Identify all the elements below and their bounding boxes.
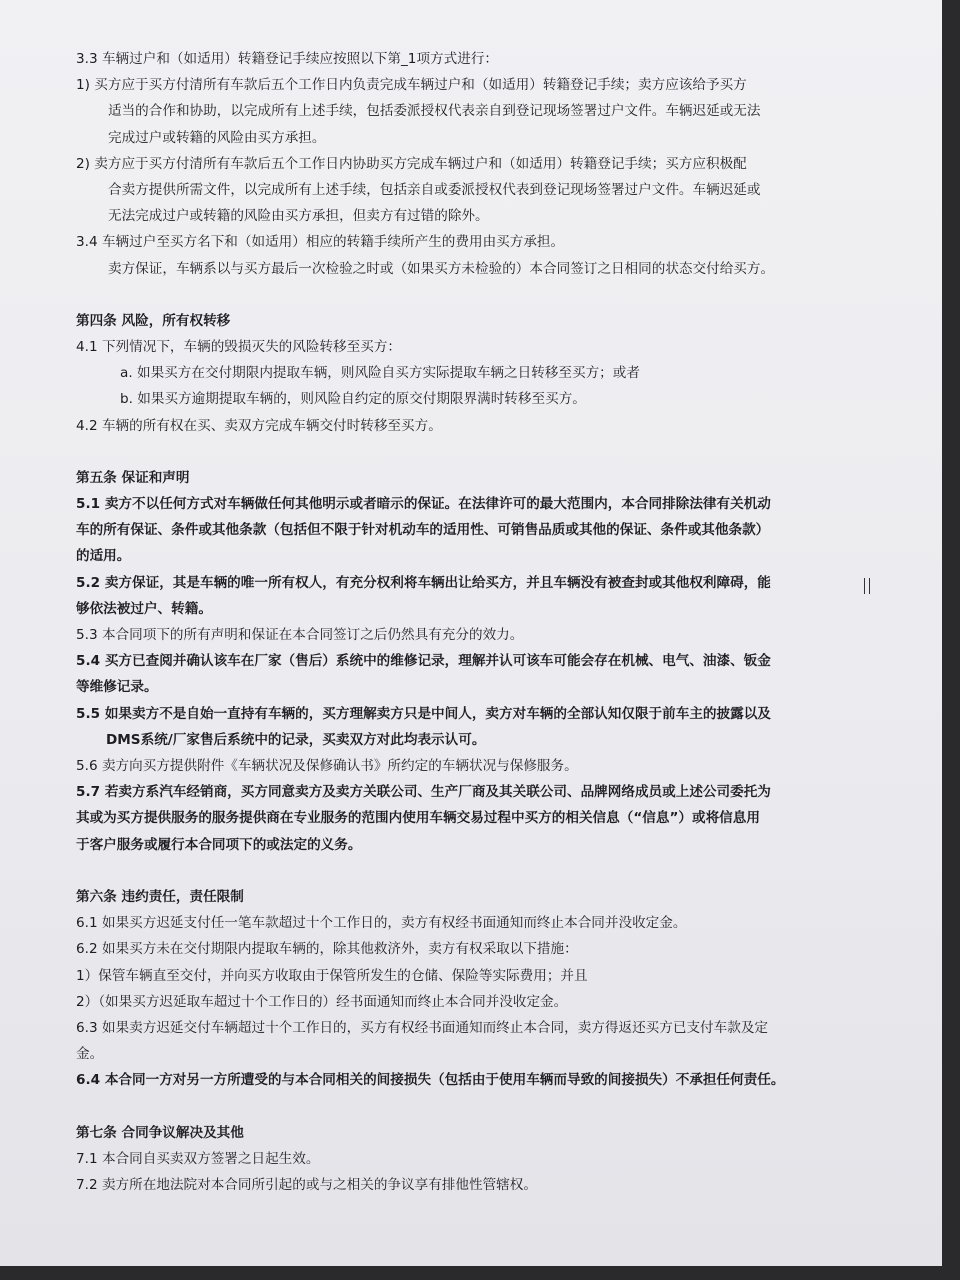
article-4-heading: 第四条 风险，所有权转移 (76, 312, 231, 329)
clause-6-4: 6.4 本合同一方对另一方所遭受的与本合同相关的间接损失（包括由于使用车辆而导致的间接损失）不承担任何责任。 (76, 1072, 785, 1089)
clause-3-3-option-1-cont: 适当的合作和协助，以完成所有上述手续，包括委派授权代表亲自到登记现场签署过户文件。车辆迟延或无法 (108, 103, 761, 120)
clause-7-1: 7.1 本合同自买卖双方签署之日起生效。 (76, 1150, 320, 1167)
clause-3-3: 3.3 车辆过户和（如适用）转籍登记手续应按照以下第_1项方式进行： (76, 51, 499, 67)
clause-5-2: 5.2 卖方保证，其是车辆的唯一所有权人，有充分权利将车辆出让给买方，并且车辆没有被查封或其他权利障碍，能 (76, 574, 771, 591)
clause-5-7: 5.7 若卖方系汽车经销商，买方同意卖方及卖方关联公司、生产厂商及其关联公司、品牌网络成员或上述公司委托为 (76, 784, 771, 801)
text-cursor-icon (864, 578, 870, 594)
clause-5-1: 5.1 卖方不以任何方式对车辆做任何其他明示或者暗示的保证。在法律许可的最大范围内，本合同排除法律有关机动 (76, 496, 771, 513)
clause-5-5: 5.5 如果卖方不是自始一直持有车辆的，买方理解卖方只是中间人，卖方对车辆的全部认知仅限于前车主的披露以及 (76, 705, 771, 722)
clause-3-3-option-1-cont: 完成过户或转籍的风险由买方承担。 (108, 129, 326, 146)
article-7-heading: 第七条 合同争议解决及其他 (76, 1124, 244, 1141)
clause-6-2-item-1: 1）保管车辆直至交付，并向买方收取由于保管所发生的仓储、保险等实际费用；并且 (76, 967, 588, 984)
clause-5-5-cont: DMS系统/厂家售后系统中的记录，买卖双方对此均表示认可。 (106, 731, 486, 748)
clause-3-3-option-1: 1) 买方应于买方付清所有车款后五个工作日内负责完成车辆过户和（如适用）转籍登记手续；卖方应该给予买方 (76, 77, 747, 94)
clause-3-3-option-2: 2) 卖方应于买方付清所有车款后五个工作日内协助买方完成车辆过户和（如适用）转籍登记手续；买方应积极配 (76, 155, 747, 172)
clause-4-1-a: a. 如果买方在交付期限内提取车辆，则风险自买方实际提取车辆之日转移至买方；或者 (120, 365, 640, 382)
clause-7-2: 7.2 卖方所在地法院对本合同所引起的或与之相关的争议享有排他性管辖权。 (76, 1176, 537, 1193)
clause-5-7-cont: 于客户服务或履行本合同项下的或法定的义务。 (76, 836, 362, 853)
clause-5-1-cont: 的适用。 (76, 548, 131, 565)
article-6-heading: 第六条 违约责任，责任限制 (76, 888, 244, 905)
clause-5-4-cont: 等维修记录。 (76, 679, 158, 696)
contract-text (76, 46, 888, 1198)
clause-5-1-cont: 车的所有保证、条件或其他条款（包括但不限于针对机动车的适用性、可销售品质或其他的保证、条件或其他条款） (76, 522, 770, 539)
clause-6-3: 6.3 如果卖方迟延交付车辆超过十个工作日的，买方有权经书面通知而终止本合同，卖方得返还买方已支付车款及定 (76, 1019, 769, 1036)
article-5-heading: 第五条 保证和声明 (76, 469, 190, 486)
clause-6-2: 6.2 如果买方未在交付期限内提取车辆的，除其他救济外，卖方有权采取以下措施： (76, 941, 578, 958)
clause-3-4: 3.4 车辆过户至买方名下和（如适用）相应的转籍手续所产生的费用由买方承担。 (76, 234, 565, 251)
clause-5-2-cont: 够依法被过户、转籍。 (76, 600, 212, 617)
clause-3-3-option-2-cont: 无法完成过户或转籍的风险由买方承担，但卖方有过错的除外。 (108, 208, 489, 225)
clause-6-1: 6.1 如果买方迟延支付任一笔车款超过十个工作日的，卖方有权经书面通知而终止本合同并没收定金。 (76, 915, 687, 932)
seller-guarantee: 卖方保证，车辆系以与买方最后一次检验之时或（如果买方未检验的）本合同签订之日相同的状态交付给买方。 (108, 260, 775, 277)
clause-3-3-option-2-cont: 合卖方提供所需文件，以完成所有上述手续，包括亲自或委派授权代表到登记现场签署过户文件。车辆迟延或 (108, 182, 761, 199)
clause-5-3: 5.3 本合同项下的所有声明和保证在本合同签订之后仍然具有充分的效力。 (76, 627, 524, 644)
clause-4-1: 4.1 下列情况下，车辆的毁损灭失的风险转移至买方： (76, 339, 402, 356)
clause-6-2-item-2: 2）（如果买方迟延取车超过十个工作日的）经书面通知而终止本合同并没收定金。 (76, 993, 568, 1010)
clause-5-6: 5.6 卖方向买方提供附件《车辆状况及保修确认书》所约定的车辆状况与保修服务。 (76, 758, 578, 775)
clause-4-2: 4.2 车辆的所有权在买、卖双方完成车辆交付时转移至买方。 (76, 417, 442, 434)
clause-6-3-cont: 金。 (76, 1046, 104, 1063)
clause-5-7-cont: 其或为买方提供服务的服务提供商在专业服务的范围内使用车辆交易过程中买方的相关信息（“信息”）或将信息用 (76, 810, 760, 827)
clause-4-1-b: b. 如果买方逾期提取车辆的，则风险自约定的原交付期限界满时转移至买方。 (120, 391, 586, 408)
clause-5-4: 5.4 买方已查阅并确认该车在厂家（售后）系统中的维修记录，理解并认可该车可能会存在机械、电气、油漆、钣金 (76, 653, 771, 670)
